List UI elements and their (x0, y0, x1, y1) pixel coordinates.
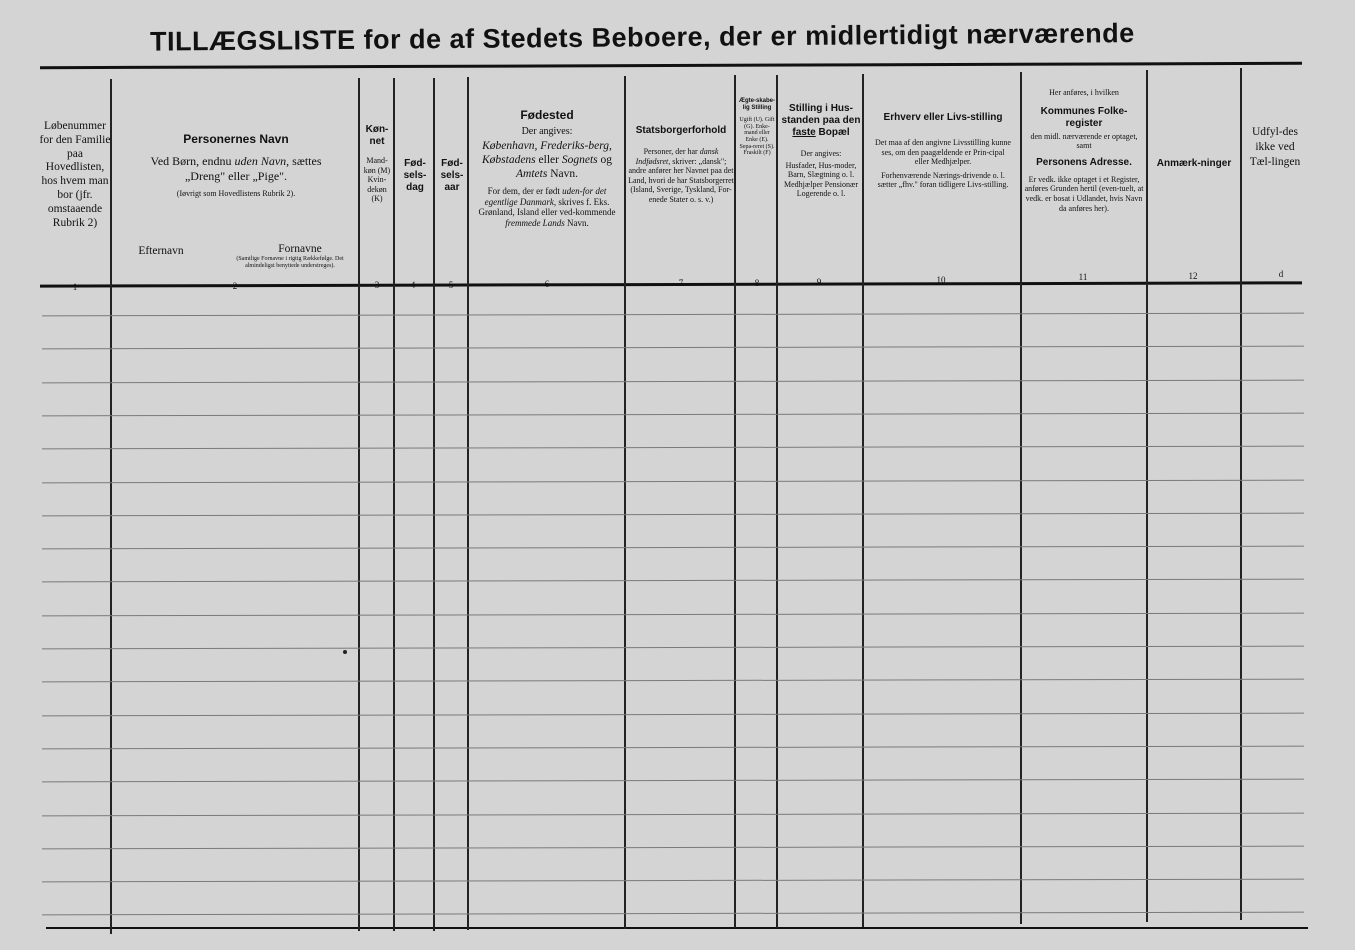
col11-title: Kommunes Folke-register (1040, 105, 1128, 129)
entry-rule (42, 712, 1304, 716)
col2-efternavn: Efternavn (138, 245, 184, 257)
col9-title: Stilling i Hus-standen paa den faste Bopæl (781, 103, 861, 138)
entry-rule (42, 679, 1304, 683)
col5-title: Fød-sels-aar (440, 158, 464, 193)
col-divider-7 (734, 75, 736, 928)
col9-header (780, 103, 862, 199)
bottom-border (46, 927, 1308, 929)
col2-instruction-2: „Dreng" eller „Pige". (184, 168, 288, 183)
col13-text: Udfyl-des ikke ved Tæl-lingen (1249, 126, 1301, 168)
col-divider-3 (393, 78, 395, 931)
entry-rule (42, 879, 1304, 883)
col11-text: Er vedk. ikke optaget i et Register, anføres Grunden hertil (even-tuelt, at vedk. er bosat i Udlandet, hvis Navn da anføres her). (1024, 174, 1144, 213)
col7-title: Statsborgerforhold (635, 125, 727, 136)
col11-header (1024, 88, 1144, 213)
entry-rule (42, 845, 1304, 849)
entry-rule (42, 912, 1304, 916)
col6-sub: Der angives: (521, 126, 573, 138)
col2-number: 2 (232, 281, 238, 291)
col11-title2: Personens Adresse. (1036, 156, 1132, 168)
col8-header (738, 98, 776, 157)
col12-title: Anmærk-ninger (1156, 158, 1232, 169)
entry-rule (42, 479, 1304, 483)
col3-number: 3 (374, 280, 380, 290)
col-divider-12 (1240, 68, 1242, 920)
ink-speck (343, 650, 347, 654)
entry-rule (42, 812, 1304, 816)
col1-header (38, 120, 112, 230)
entry-rule (42, 346, 1304, 350)
col1-number: 1 (72, 282, 78, 292)
col1-text: Løbenummer for den Familie paa Hovedlisten, hos hvem man bor (jfr. omstaaende Rubrik 2) (39, 120, 111, 229)
entry-rule (42, 446, 1304, 450)
col-divider-9 (862, 74, 864, 927)
col2-instruction: Ved Børn, endnu uden Navn, sættes (150, 154, 322, 169)
col10-text1: Det maa af den angivne Livsstilling kunne ses, om den paagældende er Prin-cipal eller Medhjælper. (875, 138, 1011, 167)
col7-number: 7 (678, 278, 684, 288)
col10-header (874, 112, 1012, 190)
col6-title: Fødested (520, 108, 574, 122)
entry-rule (42, 612, 1304, 616)
col10-number: 10 (936, 275, 946, 285)
col11-sub: den midl. nærværende er optaget, samt (1030, 131, 1138, 151)
col3-header (361, 124, 393, 204)
col11-number: 11 (1078, 272, 1088, 282)
col9-sub: Der angives: (800, 149, 842, 158)
col12-number: 12 (1188, 271, 1198, 281)
col4-number: 4 (410, 280, 416, 290)
col8-text: Ugift (U). Gift (G). Enke-mand eller Enke (E). Sepa-reret (S). Fraskilt (F) (739, 117, 775, 157)
entry-rule (42, 779, 1304, 783)
top-border (40, 62, 1302, 69)
entry-rule (42, 512, 1304, 516)
col13-header (1248, 125, 1302, 170)
col9-number: 9 (816, 277, 822, 287)
col-divider-11 (1146, 70, 1148, 922)
col-divider-6 (624, 76, 626, 929)
col3-text: Mand-køn (M) Kvin-dekøn (K) (363, 156, 391, 204)
col10-text2: Forhenværende Nærings-drivende o. l. sætter „fhv." foran tidligere Livs-stilling. (877, 170, 1009, 190)
col-divider-5 (467, 77, 469, 930)
col13-number: d (1278, 269, 1284, 279)
col4-title: Fød-sels-dag (403, 158, 427, 193)
col8-title: Ægte-skabe-lig Stilling (738, 98, 775, 111)
col5-header (436, 158, 468, 194)
col7-text: Personer, der har dansk Indfødsret, skriver: „dansk"; andre anfører her Navnet paa det Land, hvori de har Statsborgerret (Island, Sverige, Tyskland, For-enede Stater o. s. v.) (628, 147, 734, 204)
col4-header (397, 158, 433, 194)
col2-title: Personernes Navn (183, 132, 289, 146)
col2-fornavne: Fornavne (278, 243, 322, 255)
col-divider-4 (433, 78, 435, 931)
entry-rule (42, 413, 1304, 417)
entry-rule (42, 313, 1304, 317)
entry-rule (42, 579, 1304, 583)
col2-header (116, 132, 356, 199)
col-divider-2 (358, 78, 360, 931)
col-divider-8 (776, 75, 778, 928)
col3-title: Køn-net (365, 124, 389, 147)
entry-rule (42, 379, 1304, 383)
col5-number: 5 (448, 280, 454, 290)
col6-places: København, Frederiks-berg, Købstadens eller Sognets og Amtets Navn. (481, 140, 612, 180)
col6-number: 6 (544, 279, 550, 289)
col2-note: (Iøvrigt som Hovedlistens Rubrik 2). (176, 189, 296, 199)
entry-rule (42, 746, 1304, 750)
entry-rule (42, 646, 1304, 650)
col2-fornavne-note: (Samtlige Fornavne i rigtig Rækkefølge. Det almindeligst benyttede understreges). (236, 256, 344, 269)
col10-title: Erhverv eller Livs-stilling (883, 112, 1003, 123)
col9-text: Husfader, Hus-moder, Barn, Slægtning o. l. Medhjælper Pensionær Logerende o. l. (784, 160, 858, 199)
col8-number: 8 (754, 278, 760, 288)
col6-abroad: For dem, der er født uden-for det egentlige Danmark, skrives f. Eks. Grønland, Island eller ved-kommende fremmede Lands Navn. (478, 185, 616, 229)
col11-top: Her anføres, i hvilken (1049, 88, 1119, 97)
entry-rule (42, 546, 1304, 550)
col7-header (628, 125, 734, 205)
col12-header (1152, 158, 1236, 170)
col-divider-10 (1020, 72, 1022, 924)
page-title: TILLÆGSLISTE for de af Stedets Beboere, der er midlertidigt nærværende (149, 18, 1135, 57)
col6-header (472, 108, 622, 229)
